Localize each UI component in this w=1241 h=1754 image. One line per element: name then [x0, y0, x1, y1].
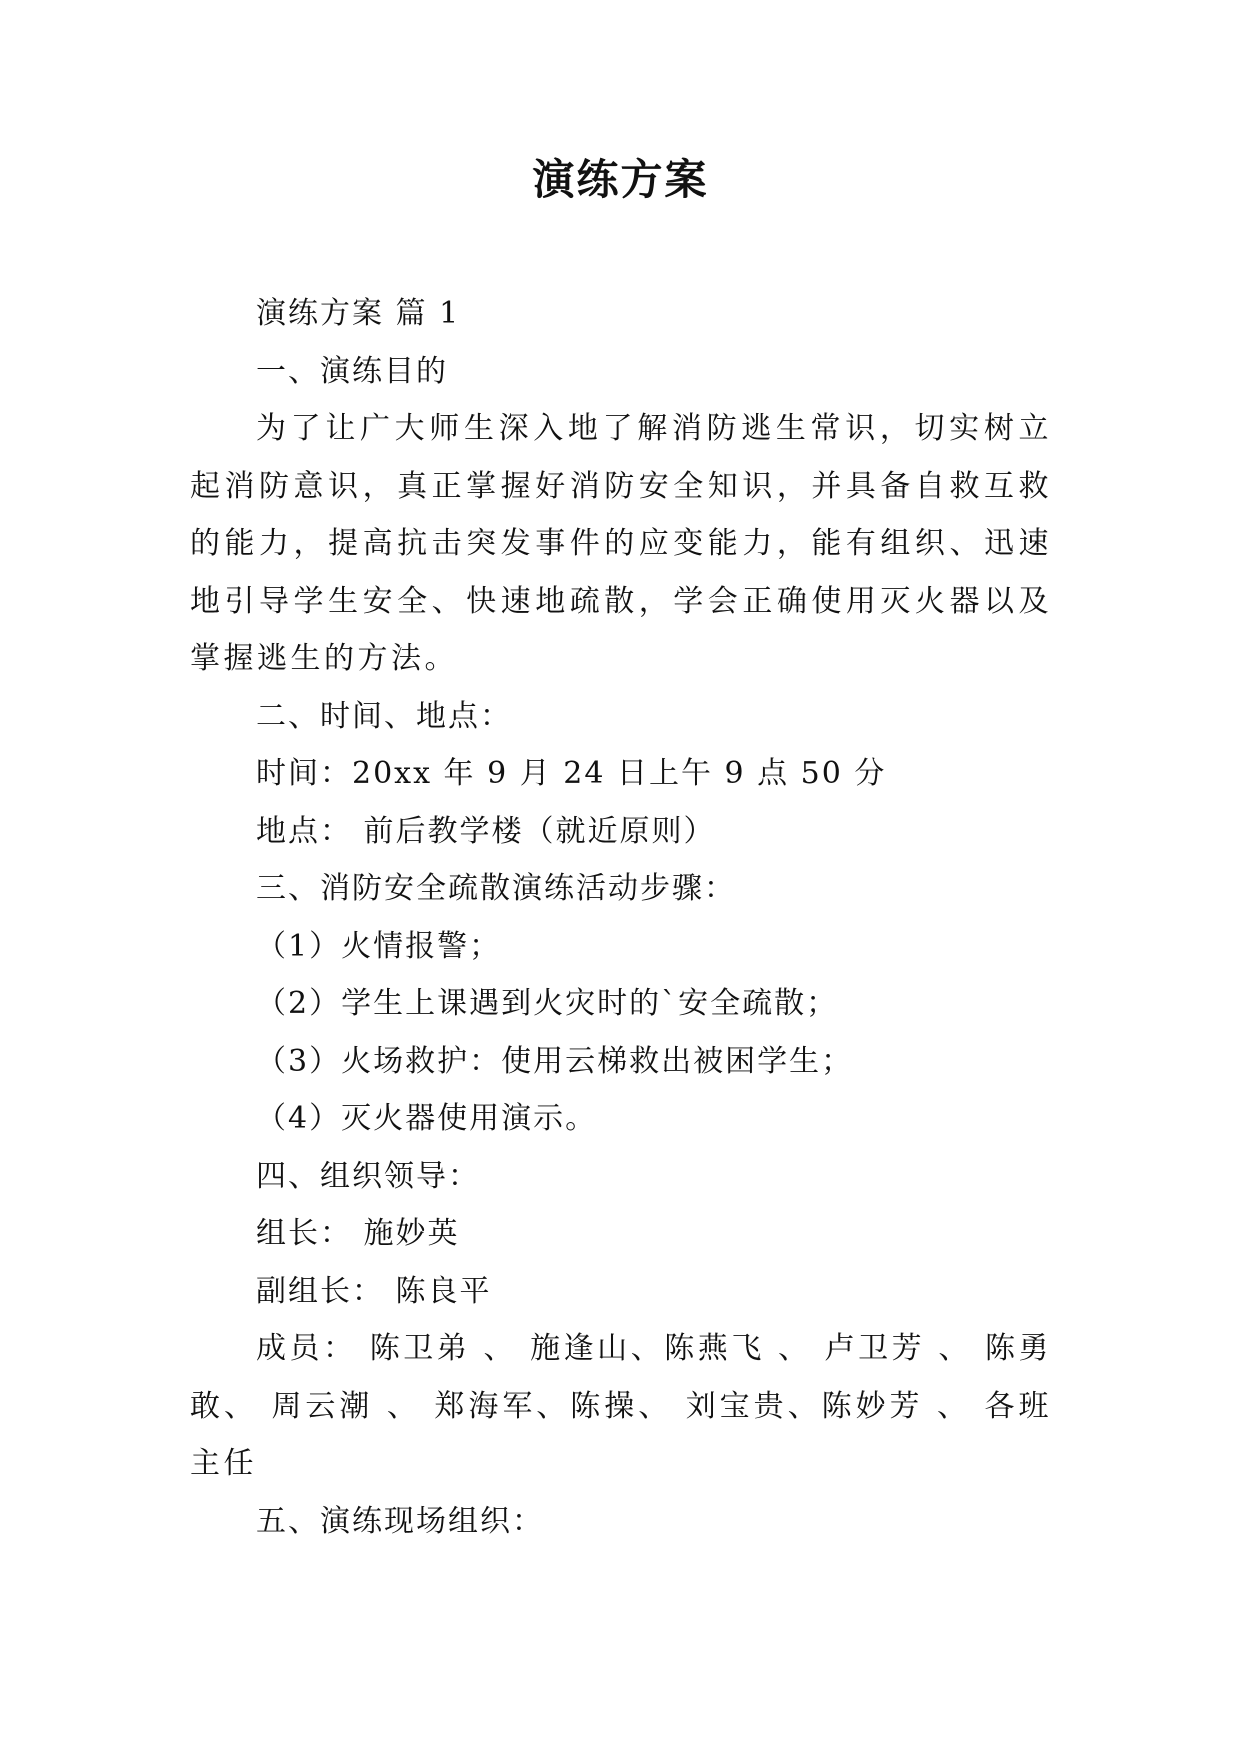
text-line: 时间：20xx 年 9 月 24 日上午 9 点 50 分 [256, 756, 887, 791]
list-item: （2）学生上课遇到火灾时的`安全疏散； [256, 986, 839, 1021]
list-item: （1）火情报警； [256, 928, 502, 964]
document-body [190, 285, 1052, 1550]
document-title: 演练方案 [532, 155, 709, 204]
list-item: （4）灭火器使用演示。 [256, 1101, 598, 1136]
section-heading: 五、演练现场组织： [256, 1503, 544, 1539]
list-item: （3）火场救护：使用云梯救出被困学生； [256, 1043, 854, 1079]
section-heading: 一、演练目的 [256, 353, 448, 389]
section-heading: 二、时间、地点： [256, 698, 512, 734]
text-line: 组长： 施妙英 [256, 1216, 460, 1251]
section-heading: 演练方案 篇 1 [256, 296, 461, 331]
section-heading: 四、组织领导： [256, 1158, 480, 1194]
section-heading: 三、消防安全疏散演练活动步骤： [256, 871, 736, 906]
members-paragraph: 成员： 陈卫弟 、 施逢山、陈燕飞 、 卢卫芳 、 陈勇敢、 周云潮 、 郑海军、陈操、 刘宝贵、陈妙芳 、 各班主任 [190, 1331, 1052, 1481]
text-line: 地点： 前后教学楼（就近原则） [256, 813, 716, 849]
paragraph: 为了让广大师生深入地了解消防逃生常识，切实树立起消防意识，真正掌握好消防安全知识，并具备自救互救的能力，提高抗击突发事件的应变能力，能有组织、迅速地引导学生安全、快速地疏散，学会正确使用灭火器以及掌握逃生的方法。 [190, 411, 1052, 676]
text-line: 副组长： 陈良平 [256, 1273, 492, 1309]
